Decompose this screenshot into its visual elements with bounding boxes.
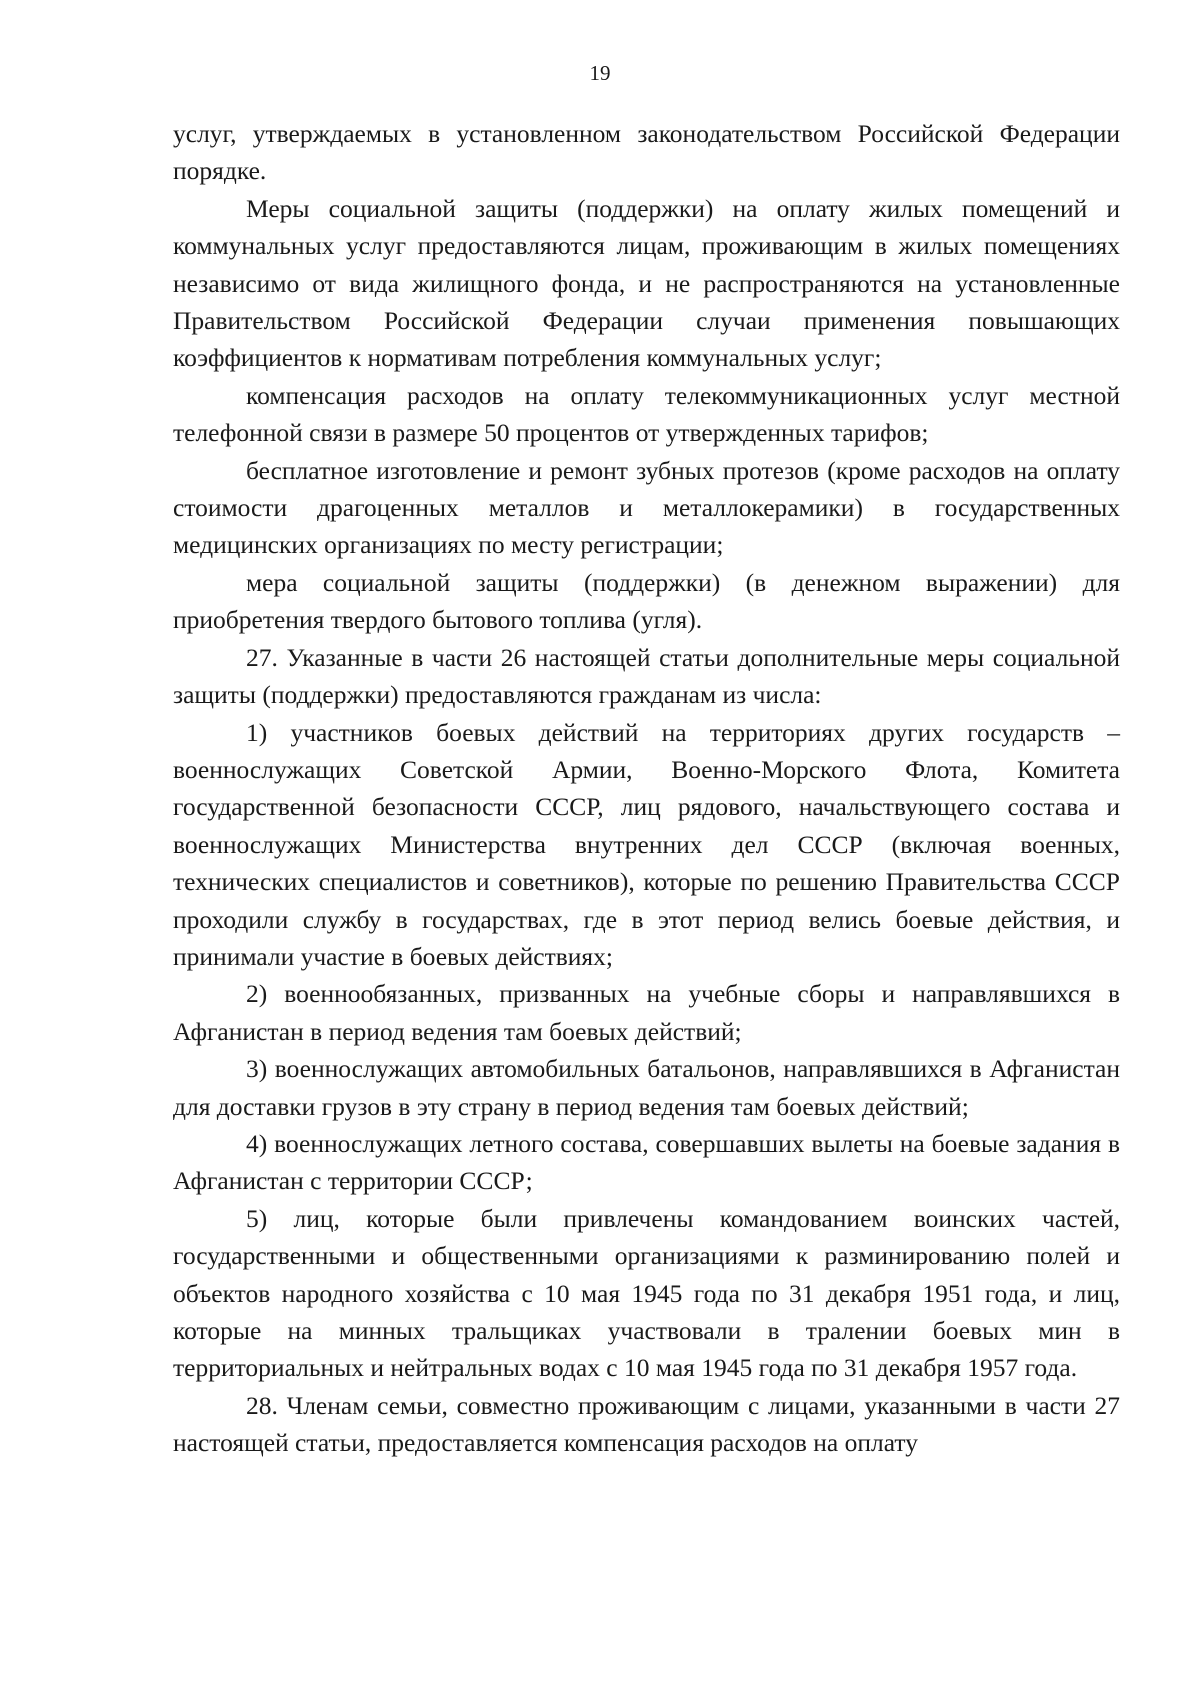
paragraph: мера социальной защиты (поддержки) (в денежном выражении) для приобретения твердого бытового топлива (угля).	[173, 567, 1120, 635]
paragraph: бесплатное изготовление и ремонт зубных протезов (кроме расходов на оплату стоимости драгоценных металлов и металлокерамики) в государственных медицинских организациях по месту регистрации;	[173, 455, 1120, 560]
paragraph: Меры социальной защиты (поддержки) на оплату жилых помещений и коммунальных услуг предоставляются лицам, проживающим в жилых помещениях независимо от вида жилищного фонда, и не распространяются на установленные Правительством Российской Федерации случаи применения повышающих коэффициентов к нормативам потребления коммунальных услуг;	[173, 193, 1120, 373]
list-item: 2) военнообязанных, призванных на учебные сборы и направлявшихся в Афганистан в период ведения там боевых действий;	[173, 979, 1120, 1046]
list-item: 4) военнослужащих летного состава, совершавших вылеты на боевые задания в Афганистан с территории СССР;	[173, 1128, 1120, 1196]
page-number: 19	[589, 61, 611, 85]
paragraph: 28. Членам семьи, совместно проживающим с лицами, указанными в части 27 настоящей статьи, предоставляется компенсация расходов на оплату	[173, 1390, 1120, 1458]
list-item: 5) лиц, которые были привлечены командованием воинских частей, государственными и общественными организациями к разминированию полей и объектов народного хозяйства с 10 мая 1945 года по 31 декабря 1951 года, и лиц, которые на минных тральщиках участвовали в тралении боевых мин в территориальных и нейтральных водах с 10 мая 1945 года по 31 декабря 1957 года.	[173, 1203, 1120, 1383]
paragraph: услуг, утверждаемых в установленном законодательством Российской Федерации порядке.	[173, 119, 1120, 186]
list-item: 3) военнослужащих автомобильных батальонов, направлявшихся в Афганистан для доставки грузов в эту страну в период ведения там боевых действий;	[173, 1054, 1120, 1121]
paragraph: компенсация расходов на оплату телекоммуникационных услуг местной телефонной связи в размере 50 процентов от утвержденных тарифов;	[173, 380, 1120, 448]
document-body	[173, 115, 1120, 1462]
paragraph: 27. Указанные в части 26 настоящей статьи дополнительные меры социальной защиты (поддержки) предоставляются гражданам из числа:	[173, 642, 1120, 710]
list-item: 1) участников боевых действий на территориях других государств – военнослужащих Советской Армии, Военно-Морского Флота, Комитета государственной безопасности СССР, лиц рядового, начальствующего состава и военнослужащих Министерства внутренних дел СССР (включая военных, технических специалистов и советников), которые по решению Правительства СССР проходили службу в государствах, где в этот период велись боевые действия, и принимали участие в боевых действиях;	[173, 717, 1120, 971]
